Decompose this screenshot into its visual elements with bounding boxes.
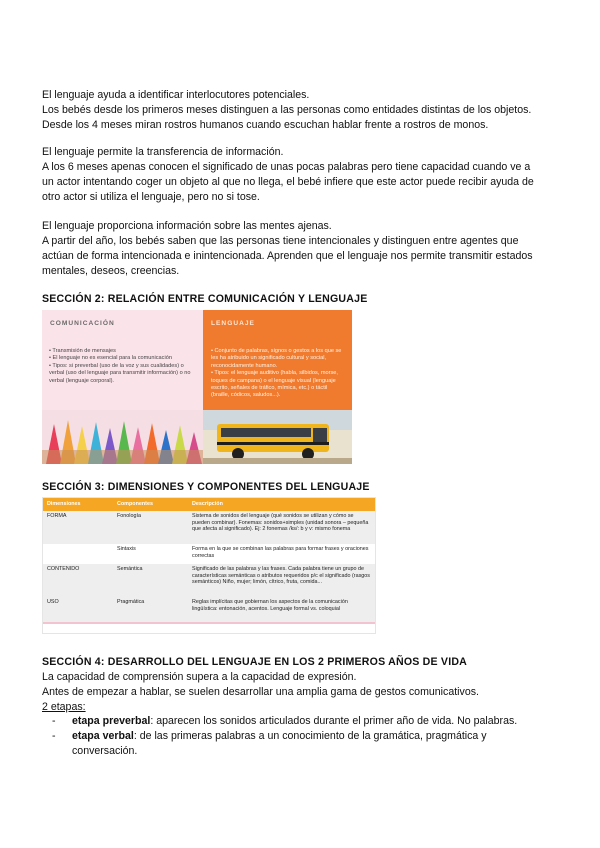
school-bus-image bbox=[203, 410, 352, 464]
lenguaje-item: • Conjunto de palabras, signos o gestos a los que se les ha atribuido un significado cultural y social, reconocidamente humano. bbox=[211, 348, 347, 370]
section-4-title: SECCIÓN 4: DESARROLLO DEL LENGUAJE EN LOS 2 PRIMEROS AÑOS DE VIDA bbox=[42, 656, 468, 668]
lenguaje-list bbox=[211, 348, 347, 400]
table-cell: USO bbox=[43, 597, 113, 623]
stage-term: etapa verbal bbox=[72, 730, 134, 742]
intro-line: El lenguaje ayuda a identificar interlocutores potenciales. bbox=[42, 89, 310, 101]
stage-term: etapa preverbal bbox=[72, 715, 151, 727]
table-row bbox=[43, 564, 375, 597]
table-cell: Fonología bbox=[113, 511, 188, 544]
table-cell: Forma en la que se combinan las palabras para formar frases y oraciones correctas bbox=[188, 544, 375, 564]
intro-line: mentales, deseos, creencias. bbox=[42, 265, 180, 277]
column-header: Descripción bbox=[188, 498, 375, 511]
table-cell: Sintaxis bbox=[113, 544, 188, 564]
intro-line: Los bebés desde los primeros meses distinguen a las personas como entidades distintas de los objetos. bbox=[42, 104, 532, 116]
intro-line: El lenguaje proporciona información sobre las mentes ajenas. bbox=[42, 220, 332, 232]
table-row bbox=[43, 597, 375, 623]
comunicacion-list bbox=[49, 348, 199, 385]
intro-line: Desde los 4 meses miran rostros humanos cuando escuchan hablar frente a rostros de monos. bbox=[42, 119, 489, 131]
comunicacion-item: • Transmisión de mensajes bbox=[49, 348, 199, 355]
list-item: - etapa verbal: de las primeras palabras a un conocimiento de la gramática, pragmática y conversación. bbox=[52, 730, 487, 757]
comunicacion-item: • El lenguaje no es esencial para la comunicación bbox=[49, 355, 199, 362]
list-item: - etapa preverbal: aparecen los sonidos articulados durante el primer año de vida. No palabras. bbox=[52, 715, 518, 727]
intro-line: A partir del año, los bebés saben que las personas tiene intencionales y distinguen entre agentes que bbox=[42, 235, 519, 247]
column-header: Dimensiones bbox=[43, 498, 113, 511]
comunicacion-heading: COMUNICACIÓN bbox=[50, 320, 115, 327]
table-cell bbox=[43, 544, 113, 564]
sec4-line: Antes de empezar a hablar, se suelen desarrollar una amplia gama de gestos comunicativos. bbox=[42, 686, 479, 698]
table-cell: Pragmática bbox=[113, 597, 188, 623]
table-cell: Semántica bbox=[113, 564, 188, 597]
table-header-row bbox=[43, 498, 375, 511]
stage-text: : de las primeras palabras a un conocimiento de la gramática, pragmática y bbox=[133, 730, 487, 742]
intro-line: El lenguaje permite la transferencia de información. bbox=[42, 146, 284, 158]
table-cell: Reglas implícitas que gobiernan los aspectos de la comunicación lingüística: entonación, acentos. Lenguaje formal vs. coloquial bbox=[188, 597, 375, 623]
intro-line: otro actor si utiliza el lenguaje, pero no si tose. bbox=[42, 191, 260, 203]
stage-text: : aparecen los sonidos articulados durante el primer año de vida. No palabras. bbox=[150, 715, 518, 727]
dimensiones-table-image bbox=[42, 497, 376, 634]
column-header: Componentes bbox=[113, 498, 188, 511]
intro-line: actúan de forma intencionada e inintencionada. Aprenden que el lenguaje nos permite transmitir estados bbox=[42, 250, 533, 262]
intro-line: A los 6 meses apenas conocen el significado de unas pocas palabras pero tiene capacidad cuando ve a bbox=[42, 161, 531, 173]
table-cell: CONTENIDO bbox=[43, 564, 113, 597]
lenguaje-item: • Tipos: el lenguaje auditivo (habla, silbidos, morse, toques de campana) o el lenguaje visual (lenguaje escrito, señales de tráfico, mímica, etc.) o táctil (braille, códicos, saludos...). bbox=[211, 370, 347, 400]
stage-text-continued: conversación. bbox=[72, 745, 138, 757]
lenguaje-heading: LENGUAJE bbox=[211, 320, 255, 327]
table-cell: FORMA bbox=[43, 511, 113, 544]
table-row bbox=[43, 544, 375, 564]
stages-label: 2 etapas: bbox=[42, 701, 86, 713]
colored-pencils-image bbox=[42, 410, 203, 464]
dimensiones-table bbox=[43, 498, 375, 624]
section-3-title: SECCIÓN 3: DIMENSIONES Y COMPONENTES DEL LENGUAJE bbox=[42, 481, 370, 493]
sec4-line: La capacidad de comprensión supera a la capacidad de expresión. bbox=[42, 671, 357, 683]
comunicacion-lenguaje-infographic bbox=[42, 310, 352, 464]
stages-list bbox=[52, 714, 542, 759]
table-cell: Sistema de sonidos del lenguaje (qué sonidos se utilizan y cómo se pueden combinar). Fonemas: sonidos+simples (unidad sonora – pequeña que afecta al significado). Ej: 2 fonemas /ks/: b y v: mismo fonema bbox=[188, 511, 375, 544]
table-cell: Significado de las palabras y las frases. Cada palabra tiene un grupo de características semánticas o atributos requeridos p/c el significado (rasgos semánticos) Niño, mujer; limón, cítrico, fruta, comida... bbox=[188, 564, 375, 597]
table-row bbox=[43, 511, 375, 544]
intro-line: un actor intentando coger un objeto al que no llega, el bebé infiere que este actor puede recibir ayuda de bbox=[42, 176, 534, 188]
comunicacion-item: • Tipos: si preverbal (uso de la voz y sus cualidades) o verbal (uso del lenguaje para transmitir información) o no verbal (lenguaje corporal). bbox=[49, 363, 199, 385]
section-2-title: SECCIÓN 2: RELACIÓN ENTRE COMUNICACIÓN Y LENGUAJE bbox=[42, 293, 368, 305]
